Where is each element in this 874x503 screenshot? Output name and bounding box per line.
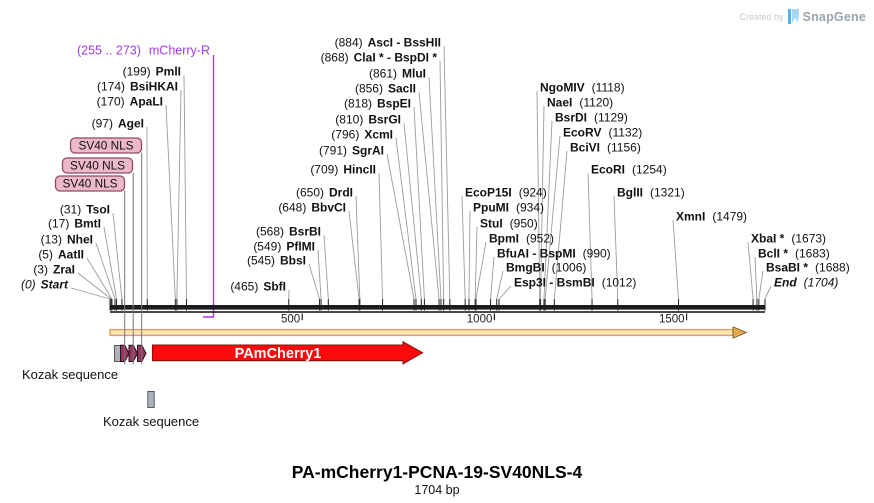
enzyme-label: BmgBI (1006) xyxy=(506,260,587,275)
leader-line xyxy=(429,77,441,299)
enzyme-label: EcoRI (1254) xyxy=(591,162,667,177)
site-start xyxy=(21,278,110,311)
enzyme-label: (31) TsoI xyxy=(59,202,110,217)
leader-line xyxy=(759,271,763,299)
leader-line xyxy=(349,211,359,299)
enzyme-label: (97) AgeI xyxy=(91,116,144,131)
leader-line xyxy=(177,90,181,299)
sv40-nls-label-text: SV40 NLS xyxy=(69,158,126,173)
leader-line xyxy=(440,61,444,299)
plasmid-title: PA-mCherry1-PCNA-19-SV40NLS-4 xyxy=(291,462,583,482)
enzyme-label: (17) BmtI xyxy=(47,216,101,231)
site-nhei xyxy=(41,233,115,311)
enzyme-label: (791) SgrAI xyxy=(318,143,384,158)
enzyme-label: (861) MluI xyxy=(368,66,426,81)
leader-line xyxy=(673,220,679,299)
enzyme-label: BsaBI * (1688) xyxy=(766,260,850,275)
enzyme-label: (3) ZraI xyxy=(33,262,75,277)
enzyme-label: (709) HincII xyxy=(310,162,376,177)
snapgene-brand: SnapGene xyxy=(802,9,866,24)
enzyme-label: (13) NheI xyxy=(40,232,93,247)
site-end xyxy=(765,276,838,311)
enzyme-label: BsrDI (1129) xyxy=(555,110,628,125)
watermark xyxy=(740,9,866,24)
leader-line xyxy=(356,196,360,299)
enzyme-label: EcoRV (1132) xyxy=(563,125,643,140)
leader-line xyxy=(748,242,753,299)
leader-line xyxy=(499,286,511,299)
leader-line xyxy=(318,250,321,299)
leader-line xyxy=(765,286,771,299)
sequence-bar xyxy=(110,305,765,310)
enzyme-label: (545) BbsI xyxy=(246,253,306,268)
enzyme-label: BfuAI - BspMI (990) xyxy=(497,246,611,261)
enzyme-label: (856) SacII xyxy=(354,81,416,96)
enzyme-label: (796) XcmI xyxy=(331,127,393,142)
enzyme-label: XbaI * (1673) xyxy=(751,231,827,246)
orf-arrow-head xyxy=(733,327,747,338)
site-bsrgi xyxy=(335,113,421,311)
enzyme-label: EcoP15I (924) xyxy=(465,185,547,200)
enzyme-label: XmnI (1479) xyxy=(676,209,748,224)
site-pflmi xyxy=(253,240,321,311)
sv40-nls-label-text: SV40 NLS xyxy=(78,138,134,153)
enzyme-label: (868) ClaI * - BspDI * xyxy=(320,50,437,65)
leader-line xyxy=(444,46,450,299)
orf-arrow-body xyxy=(110,330,733,336)
snapgene-logo-icon xyxy=(788,9,799,24)
leader-line xyxy=(462,196,465,299)
leader-line xyxy=(497,271,503,299)
leader-line xyxy=(476,242,486,299)
enzyme-label: StuI (950) xyxy=(480,216,538,231)
enzyme-label: NgoMIV (1118) xyxy=(540,80,625,95)
enzyme-label: Esp3I - BsmBI (1012) xyxy=(514,275,637,290)
primer-label: (255 .. 273) mCherry-R xyxy=(76,43,210,58)
enzyme-label: (5) AatII xyxy=(38,247,84,262)
enzyme-label: BciVI (1156) xyxy=(570,140,641,155)
leader-line xyxy=(491,257,494,299)
kozak-sequence-label-2: Kozak sequence xyxy=(103,414,200,429)
site-xmni xyxy=(673,210,747,311)
site-bglii xyxy=(614,186,685,311)
site-bsrbi xyxy=(256,225,328,311)
enzyme-label: (174) BsiHKAI xyxy=(96,79,178,94)
leader-line xyxy=(475,227,477,299)
ruler-tick-label: 500 xyxy=(281,313,301,326)
enzyme-label: BpmI (952) xyxy=(489,231,555,246)
kozak-sequence-label-1: Kozak sequence xyxy=(22,367,119,382)
leader-line xyxy=(309,264,319,299)
sv40-nls-label-text: SV40 NLS xyxy=(62,176,118,191)
site-bsihkai xyxy=(97,80,181,311)
enzyme-label: (810) BsrGI xyxy=(335,112,401,127)
leader-line xyxy=(469,211,470,299)
enzyme-label: (818) BspEI xyxy=(343,96,411,111)
leader-line xyxy=(184,75,186,299)
enzyme-label: BclI * (1683) xyxy=(758,246,830,261)
enzyme-label: (170) ApaLI xyxy=(96,94,163,109)
enzyme-label: NaeI (1120) xyxy=(547,95,614,110)
leader-line xyxy=(96,243,115,299)
enzyme-label: (549) PflMI xyxy=(253,239,315,254)
enzyme-label: (0) Start xyxy=(20,277,68,292)
enzyme-label: (884) AscI - BssHII xyxy=(334,35,441,50)
created-by-text: Created by xyxy=(739,11,784,22)
ruler-tick-label: 1000 xyxy=(466,313,493,326)
enzyme-label: (650) DrdI xyxy=(295,185,353,200)
leader-line xyxy=(419,92,439,299)
enzyme-label: (568) BsrBI xyxy=(255,224,321,239)
ruler-tick-label: 1500 xyxy=(658,313,685,326)
enzyme-label: (199) PmlI xyxy=(122,64,181,79)
enzyme-label: End (1704) xyxy=(774,275,839,290)
leader-line xyxy=(324,235,328,299)
leader-line xyxy=(166,105,175,299)
pamcherry1-label: PAmCherry1 xyxy=(234,345,322,362)
enzyme-label: (465) SbfI xyxy=(230,279,286,294)
feature-kozak-2 xyxy=(148,392,154,408)
enzyme-label: BglII (1321) xyxy=(617,185,685,200)
leader-line xyxy=(379,173,383,299)
plasmid-length: 1704 bp xyxy=(414,483,460,497)
leader-line xyxy=(755,257,757,299)
enzyme-label: (648) BbvCI xyxy=(278,200,346,215)
primer-line xyxy=(203,55,214,317)
enzyme-label: PpuMI (934) xyxy=(473,200,545,215)
